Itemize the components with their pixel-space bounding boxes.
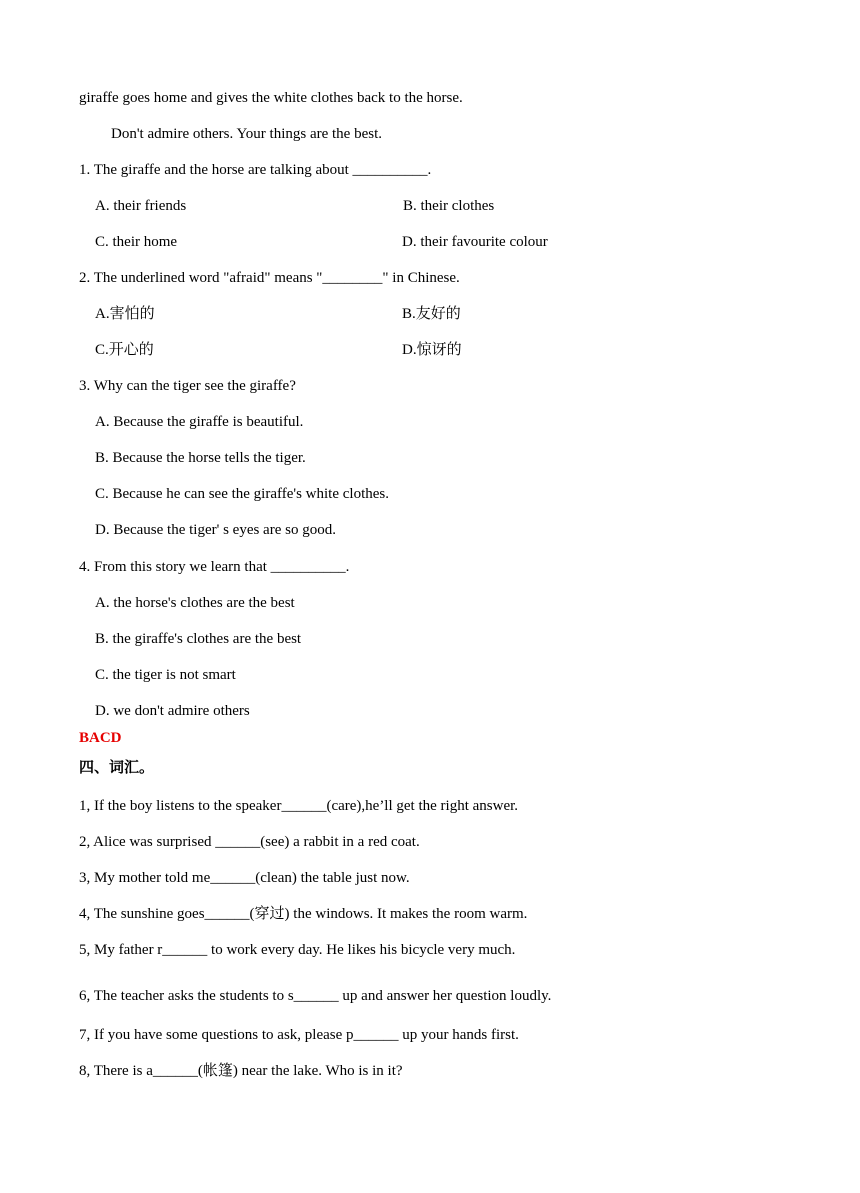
question-3-option-b: B. Because the horse tells the tiger.	[95, 450, 306, 466]
question-3-option-d: D. Because the tiger' s eyes are so good.	[95, 522, 336, 538]
question-4-stem: 4. From this story we learn that __________.	[79, 559, 350, 575]
vocab-item-4: 4, The sunshine goes______(穿过) the windows. It makes the room warm.	[79, 906, 528, 922]
story-continuation: giraffe goes home and gives the white clothes back to the horse.	[79, 90, 463, 106]
question-4-option-c: C. the tiger is not smart	[95, 667, 236, 683]
question-1-option-d: D. their favourite colour	[402, 234, 548, 250]
question-4-option-a: A. the horse's clothes are the best	[95, 595, 295, 611]
question-3-option-c: C. Because he can see the giraffe's white clothes.	[95, 486, 389, 502]
story-moral: Don't admire others. Your things are the best.	[111, 126, 382, 142]
question-2-option-c: C.开心的	[95, 342, 154, 358]
question-3-option-a: A. Because the giraffe is beautiful.	[95, 414, 304, 430]
answer-key: BACD	[79, 730, 122, 746]
question-2-stem: 2. The underlined word "afraid" means "________" in Chinese.	[79, 270, 460, 286]
vocab-item-7: 7, If you have some questions to ask, please p______ up your hands first.	[79, 1027, 519, 1043]
question-4-option-d: D. we don't admire others	[95, 703, 250, 719]
section-heading: 四、词汇。	[79, 760, 155, 776]
question-3-stem: 3. Why can the tiger see the giraffe?	[79, 378, 296, 394]
question-2-option-b: B.友好的	[402, 306, 461, 322]
question-1-stem: 1. The giraffe and the horse are talking about __________.	[79, 162, 432, 178]
vocab-item-6: 6, The teacher asks the students to s______ up and answer her question loudly.	[79, 988, 552, 1004]
question-2-option-d: D.惊讶的	[402, 342, 462, 358]
vocab-item-1: 1, If the boy listens to the speaker______(care),he’ll get the right answer.	[79, 798, 519, 814]
question-1-option-b: B. their clothes	[403, 198, 495, 214]
question-1-option-c: C. their home	[95, 234, 178, 250]
vocab-item-8: 8, There is a______(帐篷) near the lake. Who is in it?	[79, 1063, 403, 1079]
vocab-item-3: 3, My mother told me______(clean) the table just now.	[79, 870, 410, 886]
vocab-item-5: 5, My father r______ to work every day. He likes his bicycle very much.	[79, 942, 516, 958]
question-4-option-b: B. the giraffe's clothes are the best	[95, 631, 302, 647]
question-1-option-a: A. their friends	[95, 198, 187, 214]
question-2-option-a: A.害怕的	[95, 306, 155, 322]
vocab-item-2: 2, Alice was surprised ______(see) a rabbit in a red coat.	[79, 834, 420, 850]
